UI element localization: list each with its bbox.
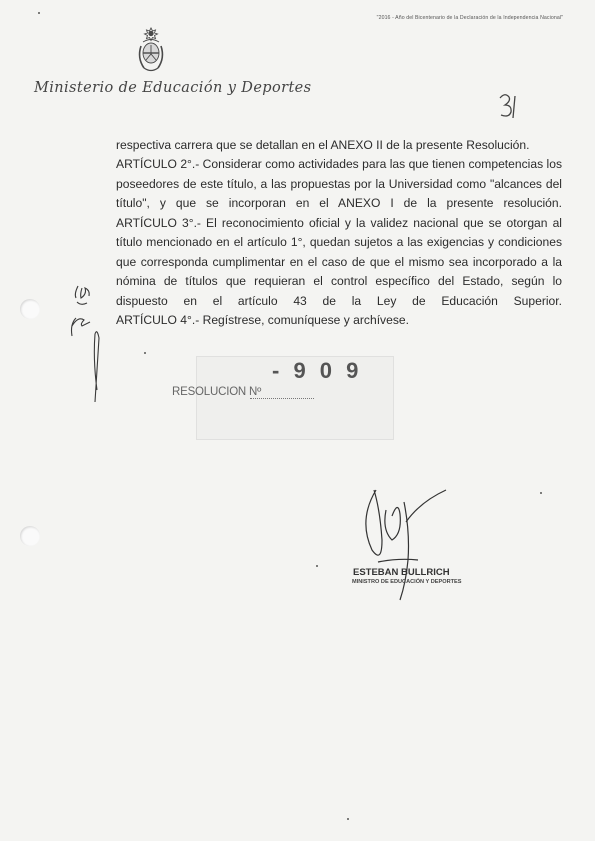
paper-speck <box>316 565 318 567</box>
header-note: "2016 - Año del Bicentenario de la Declaración de la Independencia Nacional" <box>376 15 563 21</box>
signer-title: MINISTRO DE EDUCACIÓN Y DEPORTES <box>352 579 462 585</box>
resolution-body <box>116 136 562 331</box>
margin-initials-handwritten <box>60 280 120 420</box>
article-3: ARTÍCULO 3°.- El reconocimiento oficial y la validez nacional que se otorgan al título mencionado en el artículo 1°, quedan sujetos a las exigencias y condiciones que corresponda cumplimentar en el caso de que el mismo sea incorporado a la nómina de títulos que requieran el control específico del Estado, según lo dispuesto en el artículo 43 de la Ley de Educación Superior. <box>116 215 562 308</box>
paper-speck <box>540 492 542 494</box>
resolution-number: - 9 0 9 <box>272 358 363 383</box>
argentina-coat-of-arms-icon <box>134 26 168 76</box>
paper-speck <box>38 12 40 14</box>
resolution-number-line <box>250 398 314 399</box>
punch-hole <box>20 299 40 319</box>
ministry-name: Ministerio de Educación y Deportes <box>34 80 312 96</box>
paper-speck <box>347 818 349 820</box>
paragraph-continuation: respectiva carrera que se detallan en el ANEXO II de la presente Resolución. <box>116 138 530 152</box>
folio-number-handwritten <box>495 88 523 124</box>
article-4: ARTÍCULO 4°.- Regístrese, comuníquese y archívese. <box>116 313 409 328</box>
minister-signature <box>348 482 458 606</box>
signer-name: ESTEBAN BULLRICH <box>353 567 450 578</box>
punch-hole <box>20 526 40 546</box>
article-2: ARTÍCULO 2°.- Considerar como actividades para las que tienen competencias los poseedores de este título, a las propuestas por la Universidad como "alcances del título", y que se incorporan en el ANEXO I de la presente resolución. <box>116 157 562 211</box>
resolution-label: RESOLUCION Nº <box>172 386 262 398</box>
paper-speck <box>144 352 146 354</box>
